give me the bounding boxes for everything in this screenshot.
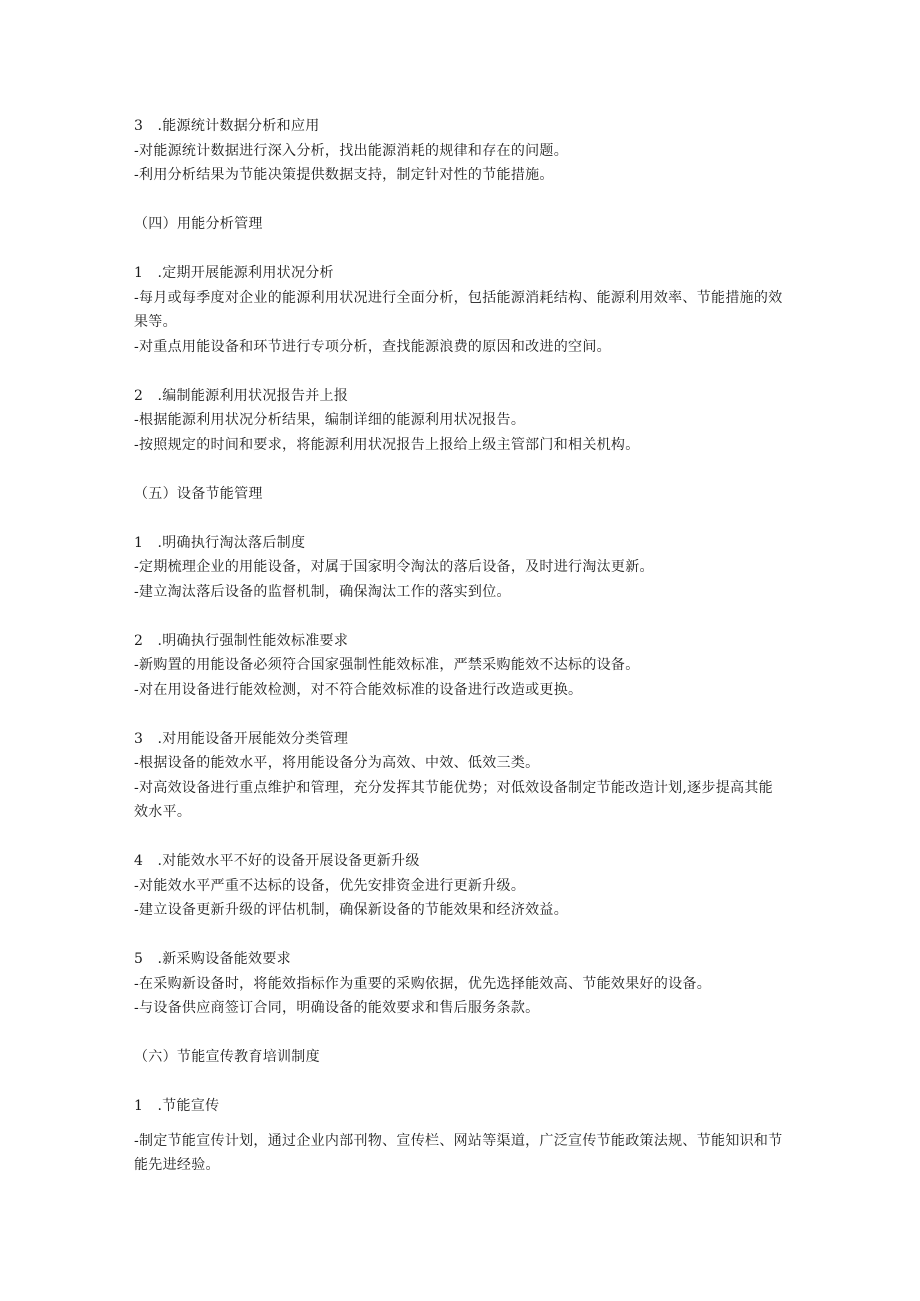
- bullet-text: -对重点用能设备和环节进行专项分析，查找能源浪费的原因和改进的空间。: [134, 338, 611, 355]
- numbered-item-title: 2 .编制能源利用状况报告并上报: [134, 387, 349, 404]
- paragraph-spacer: [134, 825, 784, 850]
- paragraph-spacer: [134, 1119, 784, 1129]
- document-page: [134, 114, 784, 1178]
- bullet-text: -与设备供应商签订合同，明确设备的能效要求和售后服务条款。: [134, 1000, 540, 1016]
- numbered-item-title: 1 .节能宣传: [134, 1098, 220, 1114]
- numbered-item-title: 1 .明确执行淘汰落后制度: [134, 534, 306, 551]
- paragraph-spacer: [134, 923, 784, 948]
- paragraph-spacer: [134, 188, 784, 213]
- numbered-item-title: 2 .明确执行强制性能效标准要求: [134, 632, 349, 649]
- bullet-text: -对高效设备进行重点维护和管理，充分发挥其节能优势；对低效设备制定节能改造计划,逐步提高其能效水平。: [134, 779, 773, 820]
- paragraph-spacer: [134, 702, 784, 727]
- numbered-item-title: 3 .能源统计数据分析和应用: [134, 118, 320, 134]
- bullet-text: -根据能源利用状况分析结果，编制详细的能源利用状况报告。: [134, 412, 526, 428]
- paragraph-spacer: [134, 359, 784, 384]
- bullet-text: -每月或每季度对企业的能源利用状况进行全面分析，包括能源消耗结构、能源利用效率、节能措施的效果等。: [134, 289, 783, 330]
- paragraph-spacer: [134, 604, 784, 629]
- bullet-text: -新购置的用能设备必须符合国家强制性能效标准，严禁采购能效不达标的设备。: [134, 657, 640, 673]
- section-heading: （五）设备节能管理: [134, 485, 263, 502]
- paragraph-spacer: [134, 1021, 784, 1046]
- section-heading: （四）用能分析管理: [134, 216, 263, 232]
- bullet-text: -在采购新设备时，将能效指标作为重要的采购依据，优先选择能效高、节能效果好的设备。: [134, 975, 712, 992]
- bullet-text: -制定节能宣传计划，通过企业内部刊物、宣传栏、网站等渠道，广泛宣传节能政策法规、节能知识和节能先进经验。: [134, 1132, 783, 1173]
- paragraph-spacer: [134, 506, 784, 531]
- bullet-text: -定期梳理企业的用能设备，对属于国家明令淘汰的落后设备，及时进行淘汰更新。: [134, 559, 654, 575]
- paragraph-spacer: [134, 1070, 784, 1095]
- bullet-text: -根据设备的能效水平，将用能设备分为高效、中效、低效三类。: [134, 755, 540, 771]
- section-heading: （六）节能宣传教育培训制度: [134, 1049, 320, 1065]
- numbered-item-title: 1 .定期开展能源利用状况分析: [134, 265, 334, 281]
- paragraph-spacer: [134, 237, 784, 262]
- bullet-text: -对能源统计数据进行深入分析，找出能源消耗的规律和存在的问题。: [134, 142, 569, 159]
- bullet-text: -对在用设备进行能效检测，对不符合能效标准的设备进行改造或更换。: [134, 681, 583, 698]
- bullet-text: -利用分析结果为节能决策提供数据支持，制定针对性的节能措施。: [134, 167, 554, 183]
- bullet-text: -对能效水平严重不达标的设备，优先安排资金进行更新升级。: [134, 877, 526, 894]
- numbered-item-title: 3 .对用能设备开展能效分类管理: [134, 730, 349, 747]
- numbered-item-title: 5 .新采购设备能效要求: [134, 951, 291, 967]
- bullet-text: -按照规定的时间和要求，将能源利用状况报告上报给上级主管部门和相关机构。: [134, 436, 640, 453]
- bullet-text: -建立设备更新升级的评估机制，确保新设备的节能效果和经济效益。: [134, 902, 569, 918]
- numbered-item-title: 4 .对能效水平不好的设备开展设备更新升级: [134, 853, 420, 869]
- bullet-text: -建立淘汰落后设备的监督机制，确保淘汰工作的落实到位。: [134, 583, 511, 600]
- paragraph-spacer: [134, 457, 784, 482]
